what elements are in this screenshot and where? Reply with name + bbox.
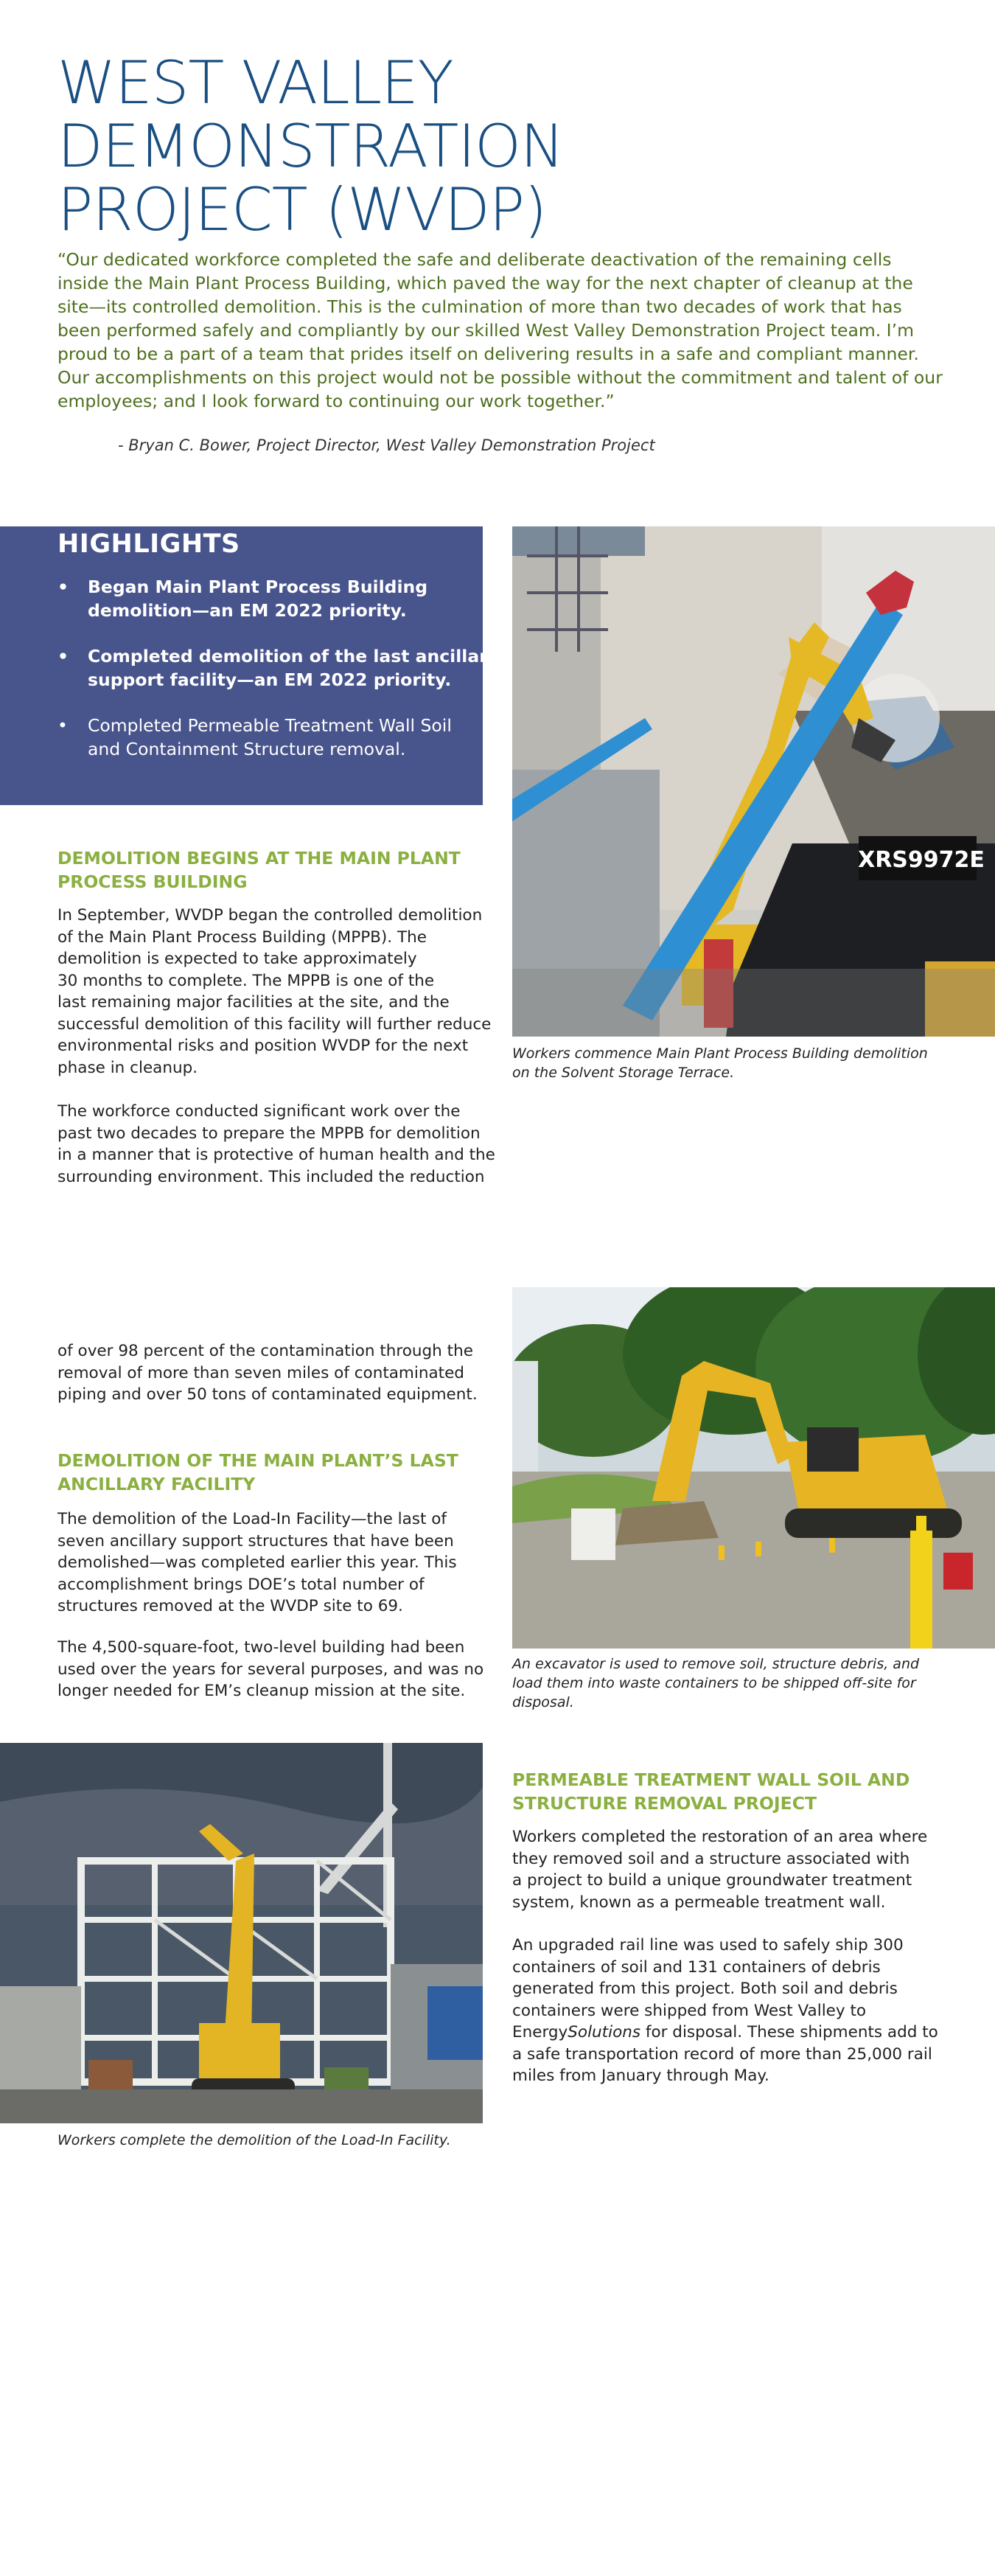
- caption-line: load them into waste containers to be shipped off-site for: [512, 1675, 916, 1691]
- text-line: An upgraded rail line was used to safely ship 300: [512, 1936, 904, 1954]
- photo3-caption: [57, 2131, 500, 2150]
- brand-italic: Solutions: [568, 2023, 641, 2041]
- section-heading: [512, 1768, 910, 1815]
- text-line: removal of more than seven miles of contaminated: [57, 1363, 464, 1382]
- paragraph: [57, 1637, 483, 1702]
- heading-line: PROCESS BUILDING: [57, 871, 248, 892]
- text-line: a project to build a unique groundwater treatment: [512, 1871, 912, 1890]
- heading-line: DEMOLITION OF THE MAIN PLANT’S LAST: [57, 1450, 458, 1471]
- excavator-photo: [512, 1287, 995, 1649]
- paragraph: [57, 905, 491, 1079]
- section-heading: [57, 846, 461, 894]
- text-line: [512, 2022, 938, 2044]
- text-line: Workers completed the restoration of an area where: [512, 1828, 928, 1846]
- brand-prefix: Energy: [512, 2023, 568, 2041]
- text-line: surrounding environment. This included the reduction: [57, 1167, 485, 1186]
- text-line: longer needed for EM’s cleanup mission at the site.: [57, 1682, 466, 1700]
- load-in-facility-photo: [0, 1743, 483, 2123]
- text-line: demolished—was completed earlier this year. This: [57, 1553, 457, 1572]
- paragraph: [512, 1826, 927, 1913]
- text-line: The demolition of the Load-In Facility—the last of: [57, 1510, 447, 1528]
- director-quote: [57, 248, 943, 413]
- text-line: seven ancillary support structures that have been: [57, 1531, 454, 1550]
- quote-line: been performed safely and compliantly by our skilled West Valley Demonstration Project team. I’m: [57, 320, 914, 341]
- text-line: they removed soil and a structure associated with: [512, 1849, 910, 1868]
- text-line: past two decades to prepare the MPPB for demolition: [57, 1124, 481, 1143]
- text-line: miles from January through May.: [512, 2067, 769, 2085]
- text-line: of over 98 percent of the contamination through the: [57, 1342, 473, 1360]
- quote-line: site—its controlled demolition. This is the culmination of more than two decades of work that has: [57, 296, 902, 317]
- title-line: WEST VALLEY DEMONSTRATION: [57, 49, 564, 181]
- text-line: In September, WVDP began the controlled demolition: [57, 906, 483, 925]
- text-line: The workforce conducted significant work over the: [57, 1102, 461, 1121]
- text-line: accomplishment brings DOE’s total number of: [57, 1575, 425, 1594]
- demolition-photo: [512, 526, 995, 1037]
- highlight-line: demolition—an EM 2022 priority.: [88, 600, 407, 621]
- quote-line: employees; and I look forward to continuing our work together.”: [57, 391, 615, 411]
- highlight-line: Completed demolition of the last ancillary: [88, 646, 500, 666]
- title-line: PROJECT (WVDP): [57, 175, 547, 244]
- text-line: phase in cleanup.: [57, 1058, 198, 1077]
- text-line: a safe transportation record of more than 25,000 rail: [512, 2044, 932, 2064]
- quote-attribution: - Bryan C. Bower, Project Director, West Valley Demonstration Project: [118, 436, 655, 454]
- paragraph: [57, 1340, 478, 1406]
- highlights-box: [0, 526, 500, 805]
- text-line: containers of soil and 131 containers of debris: [512, 1957, 881, 1977]
- highlights-title: HIGHLIGHTS: [57, 529, 240, 559]
- text-line: in a manner that is protective of human health and the: [57, 1146, 495, 1164]
- highlight-line: support facility—an EM 2022 priority.: [88, 669, 452, 690]
- text-line: containers were shipped from West Valley to: [512, 2001, 867, 2020]
- paragraph: [512, 1935, 938, 2087]
- heading-line: DEMOLITION BEGINS AT THE MAIN PLANT: [57, 848, 461, 868]
- paragraph: [57, 1508, 457, 1618]
- text-line: 30 months to complete. The MPPB is one of the: [57, 971, 435, 990]
- text-line: generated from this project. Both soil and debris: [512, 1980, 898, 1998]
- text-line: system, known as a permeable treatment wall.: [512, 1893, 886, 1912]
- caption-line: disposal.: [512, 1694, 574, 1710]
- text-line: The 4,500-square-foot, two-level building had been: [57, 1638, 465, 1657]
- bullet-icon: •: [57, 715, 68, 736]
- text-line: of the Main Plant Process Building (MPPB). The: [57, 927, 427, 947]
- heading-line: PERMEABLE TREATMENT WALL SOIL AND: [512, 1769, 910, 1790]
- crane-label: XRS9972E: [858, 847, 985, 873]
- text-line: used over the years for several purposes, and was no: [57, 1660, 484, 1679]
- section-heading: [57, 1449, 458, 1496]
- brand-suffix: for disposal. These shipments add to: [640, 2023, 938, 2041]
- caption-line: Workers complete the demolition of the Load-In Facility.: [57, 2132, 451, 2148]
- text-line: demolition is expected to take approximately: [57, 950, 417, 968]
- quote-line: “Our dedicated workforce completed the safe and deliberate deactivation of the remaining cells: [57, 249, 892, 270]
- quote-line: proud to be a part of a team that prides itself on delivering results in a safe and compliant manner.: [57, 344, 919, 364]
- caption-line: Workers commence Main Plant Process Building demolition: [512, 1045, 928, 1062]
- quote-line: inside the Main Plant Process Building, which paved the way for the next chapter of cleanup at the: [57, 273, 913, 293]
- caption-line: on the Solvent Storage Terrace.: [512, 1065, 735, 1081]
- bullet-icon: •: [57, 646, 69, 666]
- page-title: [57, 49, 964, 244]
- highlight-line: and Containment Structure removal.: [88, 739, 406, 759]
- photo2-caption: [512, 1654, 969, 1712]
- paragraph: [57, 1101, 495, 1188]
- highlight-line: Completed Permeable Treatment Wall Soil: [88, 715, 452, 736]
- text-line: piping and over 50 tons of contaminated equipment.: [57, 1385, 478, 1404]
- text-line: last remaining major facilities at the site, and the: [57, 993, 450, 1012]
- photo1-caption: [512, 1044, 954, 1082]
- heading-line: ANCILLARY FACILITY: [57, 1474, 256, 1494]
- heading-line: STRUCTURE REMOVAL PROJECT: [512, 1793, 817, 1814]
- caption-line: An excavator is used to remove soil, structure debris, and: [512, 1656, 920, 1672]
- highlight-line: Began Main Plant Process Building: [88, 577, 428, 597]
- text-line: environmental risks and position WVDP for the next: [57, 1037, 469, 1055]
- text-line: successful demolition of this facility will further reduce: [57, 1014, 492, 1034]
- quote-line: Our accomplishments on this project would not be possible without the commitment and talent of our: [57, 367, 943, 388]
- text-line: structures removed at the WVDP site to 69.: [57, 1597, 403, 1615]
- bullet-icon: •: [57, 577, 69, 597]
